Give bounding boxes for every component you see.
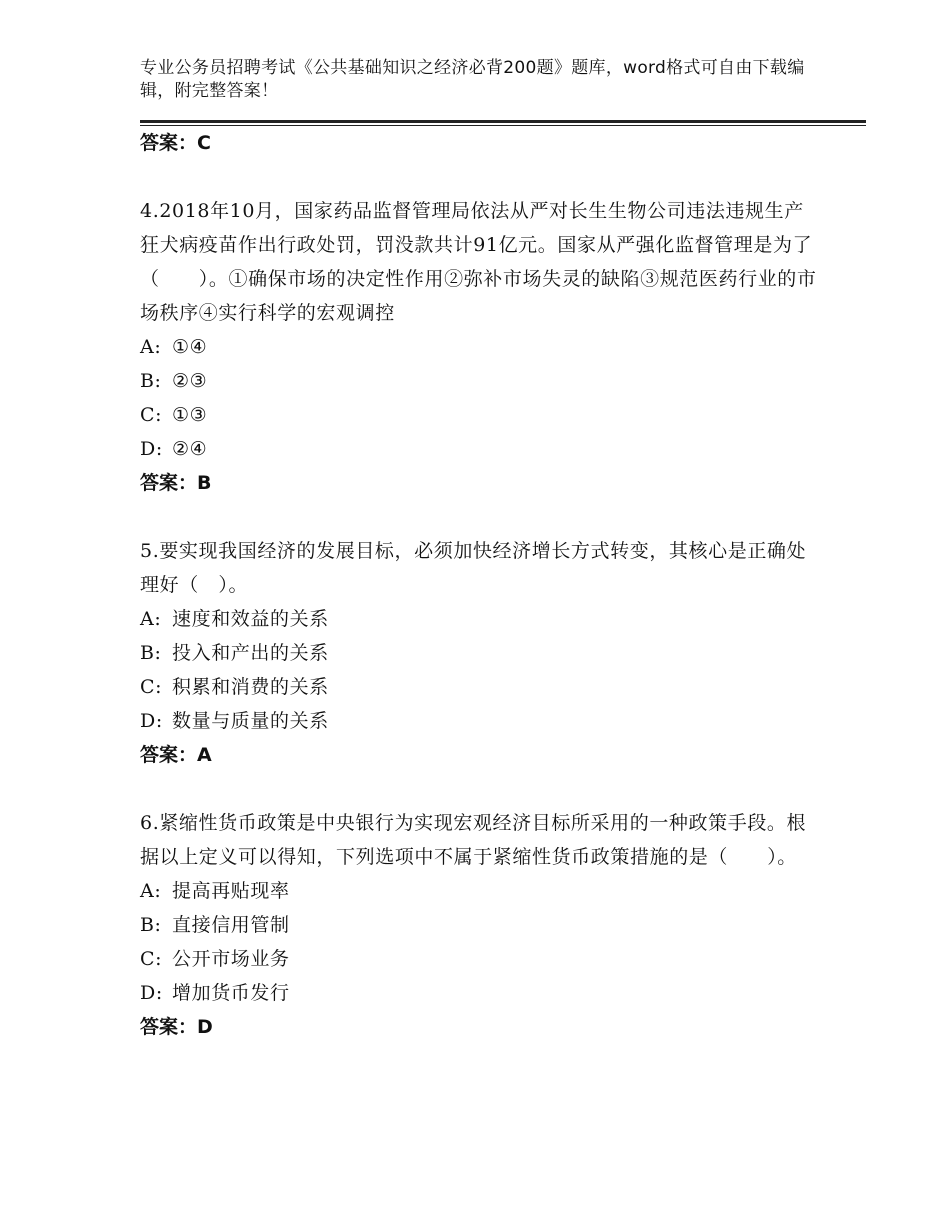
option-d: D: 增加货币发行	[140, 982, 290, 1004]
question-stem: 4.2018年10月，国家药品监督管理局依法从严对长生生物公司违法违规生产狂犬病疫苗作出行政处罚，罚没款共计91亿元。国家从严强化监督管理是为了（ ）。①确保市场的决定性作用②弥补市场失灵的缺陷③规范医药行业的市场秩序④实行科学的宏观调控	[140, 200, 817, 324]
question-4	[140, 194, 820, 500]
document-header: 专业公务员招聘考试《公共基础知识之经济必背200题》题库，word格式可自由下载编辑，附完整答案！	[140, 58, 805, 101]
option-a: A: ①④	[140, 336, 208, 358]
option-c: C: ①③	[140, 404, 208, 426]
option-a: A: 速度和效益的关系	[140, 608, 329, 630]
option-b: B: ②③	[140, 370, 208, 392]
previous-answer: 答案：C	[140, 132, 211, 154]
option-b: B: 投入和产出的关系	[140, 642, 329, 664]
question-list	[140, 126, 820, 1044]
answer: 答案：D	[140, 1016, 213, 1038]
option-a: A: 提高再贴现率	[140, 880, 290, 902]
answer: 答案：A	[140, 744, 212, 766]
question-stem: 6.紧缩性货币政策是中央银行为实现宏观经济目标所采用的一种政策手段。根据以上定义可以得知，下列选项中不属于紧缩性货币政策措施的是（ ）。	[140, 812, 807, 868]
header-rule	[140, 120, 866, 123]
option-d: D: 数量与质量的关系	[140, 710, 329, 732]
option-d: D: ②④	[140, 438, 208, 460]
question-5	[140, 534, 820, 772]
question-stem: 5.要实现我国经济的发展目标，必须加快经济增长方式转变，其核心是正确处理好（ ）。	[140, 540, 807, 596]
option-b: B: 直接信用管制	[140, 914, 290, 936]
option-c: C: 公开市场业务	[140, 948, 290, 970]
question-6	[140, 806, 820, 1044]
option-c: C: 积累和消费的关系	[140, 676, 329, 698]
answer: 答案：B	[140, 472, 212, 494]
